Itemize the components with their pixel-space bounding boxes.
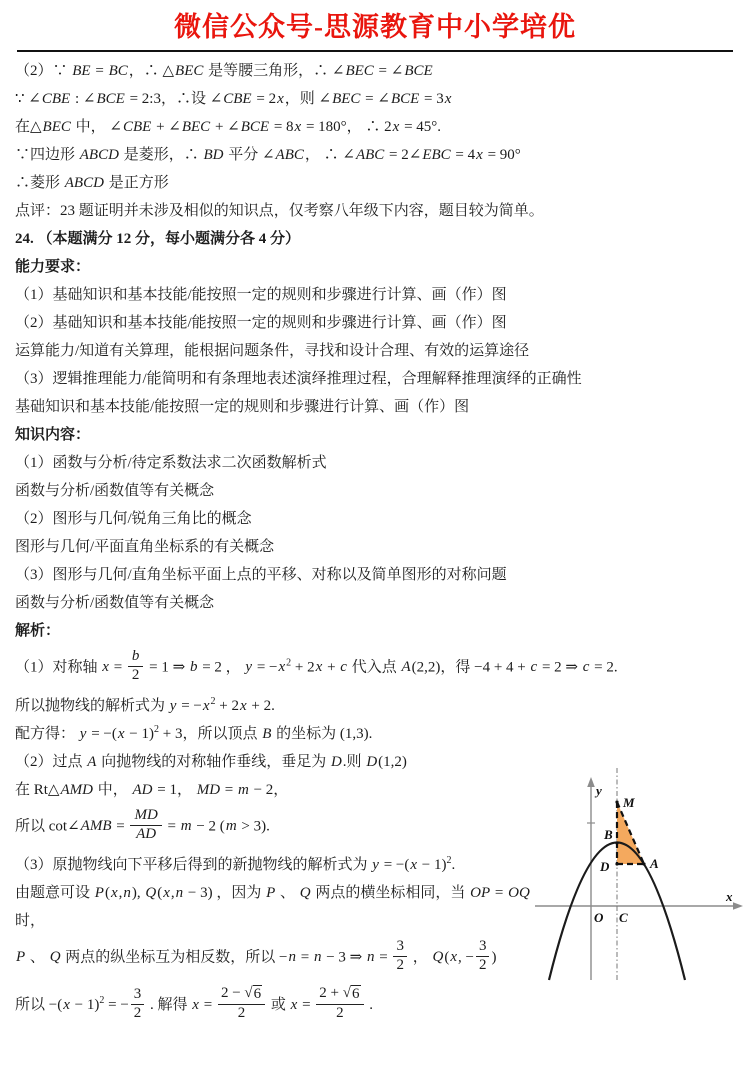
label-x-axis: x	[726, 889, 733, 904]
page-title: 微信公众号-思源教育中小学培优	[174, 12, 576, 42]
text-segment: 3	[396, 938, 404, 954]
text-segment: ， ∴ ∠	[304, 147, 355, 163]
math-segment: BCE	[240, 119, 270, 135]
math-segment: BC	[108, 63, 128, 79]
text-segment: 所以 −(	[15, 996, 63, 1013]
text-segment: 所以抛物线的解析式为	[15, 698, 169, 714]
text-segment: (	[157, 885, 163, 901]
label-c: C	[619, 910, 628, 925]
math-segment: B	[262, 726, 272, 742]
doc-line	[15, 622, 735, 641]
math-segment: P	[94, 885, 104, 901]
text-segment: ∵ ∠	[15, 91, 41, 107]
point-b	[615, 841, 618, 844]
text-segment: 时，	[15, 913, 46, 929]
text-segment: ∵四边形	[15, 147, 79, 163]
text-segment: 图形与几何/平面直角坐标系的有关概念	[15, 539, 275, 555]
math-segment: D	[330, 754, 342, 770]
text-segment: （2）∵	[15, 63, 72, 79]
text-segment: =	[298, 996, 315, 1013]
label-b: B	[604, 827, 613, 842]
header-divider	[17, 50, 733, 52]
doc-line	[15, 650, 735, 686]
text-segment: (	[444, 949, 450, 966]
fraction	[316, 985, 363, 1022]
text-segment: 平分 ∠	[224, 147, 275, 163]
label-origin: O	[594, 910, 604, 925]
math-segment: ABC	[275, 147, 304, 163]
text-segment: 、	[26, 949, 49, 966]
text-segment: 24. （本题满分 12 分，每小题满分各 4 分）	[15, 231, 301, 247]
text-segment: : ∠	[71, 91, 96, 107]
y-axis-arrow-icon	[587, 777, 595, 787]
math-segment: n	[123, 885, 131, 901]
math-segment: ABCD	[64, 175, 104, 191]
text-segment: 、	[276, 885, 299, 901]
math-segment: BEC	[42, 119, 71, 135]
math-segment: OP	[470, 885, 491, 901]
radical: √ 6	[342, 985, 360, 1002]
text-segment: = 8	[270, 119, 294, 135]
text-segment: 是等腰三角形，∴ ∠	[204, 63, 345, 79]
text-segment: = 1 ⇒	[145, 659, 189, 676]
label-m: M	[623, 795, 635, 810]
text-segment: 解析：	[15, 623, 61, 639]
fraction	[131, 986, 145, 1022]
text-segment: 函数与分析/函数值等有关概念	[15, 595, 215, 611]
text-segment: =	[199, 996, 216, 1013]
doc-line	[15, 510, 735, 529]
text-segment: 在 Rt△	[15, 782, 60, 798]
math-segment: x	[294, 119, 302, 135]
text-segment: .则	[342, 754, 366, 770]
text-segment: > 3).	[237, 818, 270, 835]
text-segment: (	[104, 885, 110, 901]
text-segment: 知识内容：	[15, 427, 91, 443]
math-segment: y	[372, 857, 379, 873]
text-segment: 中，	[93, 782, 132, 798]
doc-line	[15, 454, 735, 473]
text-segment: + 2.	[247, 698, 275, 714]
math-segment: x	[63, 996, 70, 1013]
text-segment: 2	[237, 1005, 246, 1021]
text-segment: （1）基础知识和基本技能/能按照一定的规则和步骤进行计算、画（作）图	[15, 287, 507, 303]
text-segment: = 1，	[153, 782, 196, 798]
text-segment: = ∠	[361, 91, 390, 107]
doc-line	[15, 118, 735, 137]
math-segment: BCE	[404, 63, 433, 79]
math-segment: P	[16, 949, 26, 966]
math-segment: P	[266, 885, 276, 901]
math-segment: Q	[49, 949, 61, 966]
math-segment: EBC	[422, 147, 451, 163]
text-segment: 的坐标为 (1,3).	[272, 726, 373, 742]
text-segment: 6	[253, 986, 262, 1002]
doc-line	[15, 370, 735, 389]
text-segment: 是菱形，∴	[119, 147, 203, 163]
text-segment: = 180°， ∴ 2	[302, 119, 392, 135]
math-segment: AD	[136, 826, 157, 842]
math-segment: c	[530, 659, 538, 676]
radical: √ 6	[244, 985, 262, 1002]
fraction	[218, 985, 265, 1022]
doc-line	[15, 258, 735, 277]
text-segment: = −(	[379, 857, 410, 873]
point-d	[615, 862, 618, 865]
point-a	[642, 862, 645, 865]
math-segment: x	[315, 659, 323, 676]
text-segment: = 45°.	[400, 119, 442, 135]
doc-line	[15, 314, 735, 333]
text-segment: = 3	[420, 91, 444, 107]
math-segment: n	[175, 885, 184, 901]
math-segment: b	[189, 659, 198, 676]
text-segment: ，∴ △	[128, 63, 175, 79]
math-segment: BEC	[181, 119, 211, 135]
math-segment: BE	[72, 63, 91, 79]
text-segment: =	[491, 885, 508, 901]
text-segment: =	[297, 949, 313, 966]
text-segment: = −	[253, 659, 278, 676]
math-segment: ABCD	[79, 147, 119, 163]
text-segment: = 90°	[483, 147, 521, 163]
text-segment: 2	[396, 957, 404, 973]
math-segment: x	[202, 698, 210, 714]
text-segment: (1,2)	[378, 754, 407, 770]
math-segment: AMD	[60, 782, 93, 798]
text-segment: − 3 ⇒	[322, 949, 366, 966]
math-segment: x	[277, 91, 284, 107]
x-axis-arrow-icon	[733, 902, 743, 910]
math-segment: A	[401, 659, 411, 676]
math-segment: n	[288, 949, 296, 966]
text-segment: .	[451, 857, 456, 873]
math-segment: x	[110, 885, 118, 901]
text-segment: = −(	[87, 726, 117, 742]
text-segment: 2	[99, 994, 105, 1006]
text-segment: 在△	[15, 119, 42, 135]
text-segment: + 3，所以顶点	[159, 726, 262, 742]
text-segment: （2）过点	[15, 754, 87, 770]
text-segment: （1）对称轴	[15, 659, 102, 676]
text-segment: − 2，	[249, 782, 289, 798]
text-segment: （3）逻辑推理能力/能简明和有条理地表述演绎推理过程，合理解释推理演绎的正确性	[15, 371, 582, 387]
math-segment: MD	[196, 782, 221, 798]
math-segment: m	[238, 782, 249, 798]
text-segment: 点评：23 题证明并未涉及相似的知识点，仅考察八年级下内容，题目较为简单。	[15, 203, 544, 219]
math-segment: AD	[132, 782, 153, 798]
text-segment: (2,2)，得 −4 + 4 +	[411, 659, 530, 676]
math-segment: D	[366, 754, 378, 770]
doc-line	[15, 398, 735, 417]
text-segment: ∴菱形	[15, 175, 64, 191]
math-segment: m	[180, 818, 192, 835]
math-segment: Q	[432, 949, 444, 966]
text-segment: = 2	[252, 91, 277, 107]
text-segment: 2	[154, 724, 159, 735]
text-segment: =	[163, 818, 180, 835]
math-segment: CBE	[122, 119, 152, 135]
text-segment: 2	[210, 696, 216, 707]
math-segment: A	[87, 754, 97, 770]
text-segment: = 2∠	[385, 147, 422, 163]
text-segment: = ∠	[374, 63, 404, 79]
parabola-figure-svg	[533, 755, 745, 1025]
math-segment: b	[131, 648, 140, 664]
text-segment: = 2:3，∴设 ∠	[125, 91, 223, 107]
doc-line	[15, 230, 735, 249]
math-segment: n	[367, 949, 375, 966]
text-segment: 3	[478, 938, 487, 954]
text-segment: 基础知识和基本技能/能按照一定的规则和步骤进行计算、画（作）图	[15, 399, 470, 415]
text-segment: +	[323, 659, 340, 676]
label-d: D	[600, 859, 610, 874]
text-segment: = −	[104, 996, 129, 1013]
parabola-figure	[533, 755, 745, 1025]
math-segment: y	[245, 659, 253, 676]
label-a: A	[650, 856, 659, 871]
text-segment: 所以 cot∠	[15, 818, 80, 835]
text-segment: = 2 ⇒	[538, 659, 582, 676]
text-segment: =	[112, 818, 129, 835]
doc-line	[15, 482, 735, 501]
doc-line	[15, 286, 735, 305]
text-segment: 2 +	[319, 985, 343, 1001]
text-segment: =	[109, 659, 126, 676]
fraction	[128, 648, 144, 684]
text-segment: 2	[336, 1005, 344, 1021]
text-segment: 配方得：	[15, 726, 79, 742]
text-segment: . 解得	[146, 996, 192, 1013]
text-segment: =	[91, 63, 108, 79]
text-segment: （2）基础知识和基本技能/能按照一定的规则和步骤进行计算、画（作）图	[15, 315, 507, 331]
text-segment: 函数与分析/函数值等有关概念	[15, 483, 215, 499]
text-segment: + ∠	[211, 119, 240, 135]
doc-line	[15, 697, 735, 716]
text-segment: 代入点	[347, 659, 401, 676]
doc-line	[15, 90, 735, 109]
math-segment: c	[582, 659, 590, 676]
text-segment: .	[365, 996, 373, 1013]
point-m	[615, 800, 618, 803]
text-segment: , −	[458, 949, 474, 966]
text-segment: 2	[133, 1004, 142, 1021]
text-segment: 两点的纵坐标互为相反数，所以 −	[61, 949, 288, 966]
math-segment: x	[444, 91, 452, 107]
doc-line	[15, 538, 735, 557]
text-segment: 运算能力/知道有关算理，能根据问题条件，寻找和设计合理、有效的运算途径	[15, 343, 530, 359]
text-segment: 中， ∠	[71, 119, 122, 135]
doc-line	[15, 426, 735, 445]
text-segment: − 1)	[125, 726, 154, 742]
doc-line	[15, 594, 735, 613]
math-segment: x	[410, 857, 418, 873]
text-segment: + 2	[215, 698, 239, 714]
doc-line	[15, 342, 735, 361]
math-segment: CBE	[41, 91, 71, 107]
fraction	[130, 807, 161, 843]
text-segment: − 1)	[418, 857, 447, 873]
text-segment: ,	[118, 885, 123, 901]
math-segment: x	[102, 659, 109, 676]
text-segment: 2 −	[220, 985, 245, 1001]
text-segment: ),	[131, 885, 145, 901]
math-segment: MD	[134, 807, 158, 823]
math-segment: y	[79, 726, 87, 742]
fraction	[476, 938, 490, 974]
math-segment: x	[290, 996, 298, 1013]
text-segment: + 2	[291, 659, 315, 676]
doc-line	[15, 62, 735, 81]
text-segment: （3）图形与几何/直角坐标平面上点的平移、对称以及简单图形的对称问题	[15, 567, 507, 583]
math-segment: x	[450, 949, 457, 966]
text-segment: 6	[352, 986, 360, 1002]
text-segment: )	[491, 949, 497, 966]
math-segment: ABC	[355, 147, 385, 163]
text-segment: ，则 ∠	[284, 91, 332, 107]
text-segment: 2	[446, 855, 452, 866]
math-segment: y	[169, 698, 177, 714]
math-segment: x	[117, 726, 125, 742]
math-segment: BD	[203, 147, 224, 163]
text-segment: （3）原抛物线向下平移后得到的新抛物线的解析式为	[15, 857, 372, 873]
math-segment: x	[476, 147, 483, 163]
text-segment: = −	[177, 698, 202, 714]
math-segment: Q	[299, 885, 311, 901]
text-segment: =	[375, 949, 392, 966]
text-segment: − 3) ，因为	[184, 885, 266, 901]
doc-line	[15, 202, 735, 221]
text-segment: 2	[478, 957, 487, 973]
math-segment: BEC	[345, 63, 374, 79]
math-segment: AMB	[80, 818, 112, 835]
text-segment: 向抛物线的对称轴作垂线，垂足为	[97, 754, 330, 770]
text-segment: = 4	[451, 147, 476, 163]
math-segment: OQ	[508, 885, 530, 901]
text-segment: 2	[131, 667, 140, 683]
text-segment: 3	[133, 985, 142, 1002]
text-segment: （1）函数与分析/待定系数法求二次函数解析式	[15, 455, 327, 471]
math-segment: x	[192, 996, 199, 1013]
text-segment: ，	[408, 949, 432, 966]
math-segment: n	[313, 949, 322, 966]
math-segment: x	[278, 659, 286, 676]
text-segment: = 2 ，	[198, 659, 245, 676]
text-segment: + ∠	[152, 119, 181, 135]
math-segment: BEC	[175, 63, 204, 79]
text-segment: 或	[267, 996, 290, 1013]
text-segment: ,	[170, 885, 175, 901]
fraction	[393, 938, 407, 974]
text-segment: （2）图形与几何/锐角三角比的概念	[15, 511, 252, 527]
doc-line	[15, 566, 735, 585]
text-segment: − 1)	[70, 996, 100, 1013]
doc-line	[15, 174, 735, 193]
math-segment: x	[392, 119, 400, 135]
doc-line	[15, 725, 735, 744]
text-segment: 两点的横坐标相同，当	[311, 885, 470, 901]
label-y-axis: y	[596, 783, 602, 798]
math-segment: c	[340, 659, 347, 676]
text-segment: 由题意可设	[15, 885, 94, 901]
doc-line	[15, 146, 735, 165]
text-segment: 是正方形	[104, 175, 169, 191]
math-segment: BEC	[332, 91, 361, 107]
text-segment: =	[221, 782, 237, 798]
math-segment: m	[225, 818, 237, 835]
math-segment: x	[240, 698, 247, 714]
text-segment: 能力要求：	[15, 259, 91, 275]
math-segment: x	[163, 885, 170, 901]
math-segment: CBE	[223, 91, 252, 107]
math-segment: Q	[145, 885, 157, 901]
math-segment: BCE	[96, 91, 125, 107]
text-segment: 2	[286, 657, 292, 669]
text-segment: − 2 (	[192, 818, 225, 835]
text-segment: = 2.	[590, 659, 618, 676]
math-segment: BCE	[390, 91, 420, 107]
